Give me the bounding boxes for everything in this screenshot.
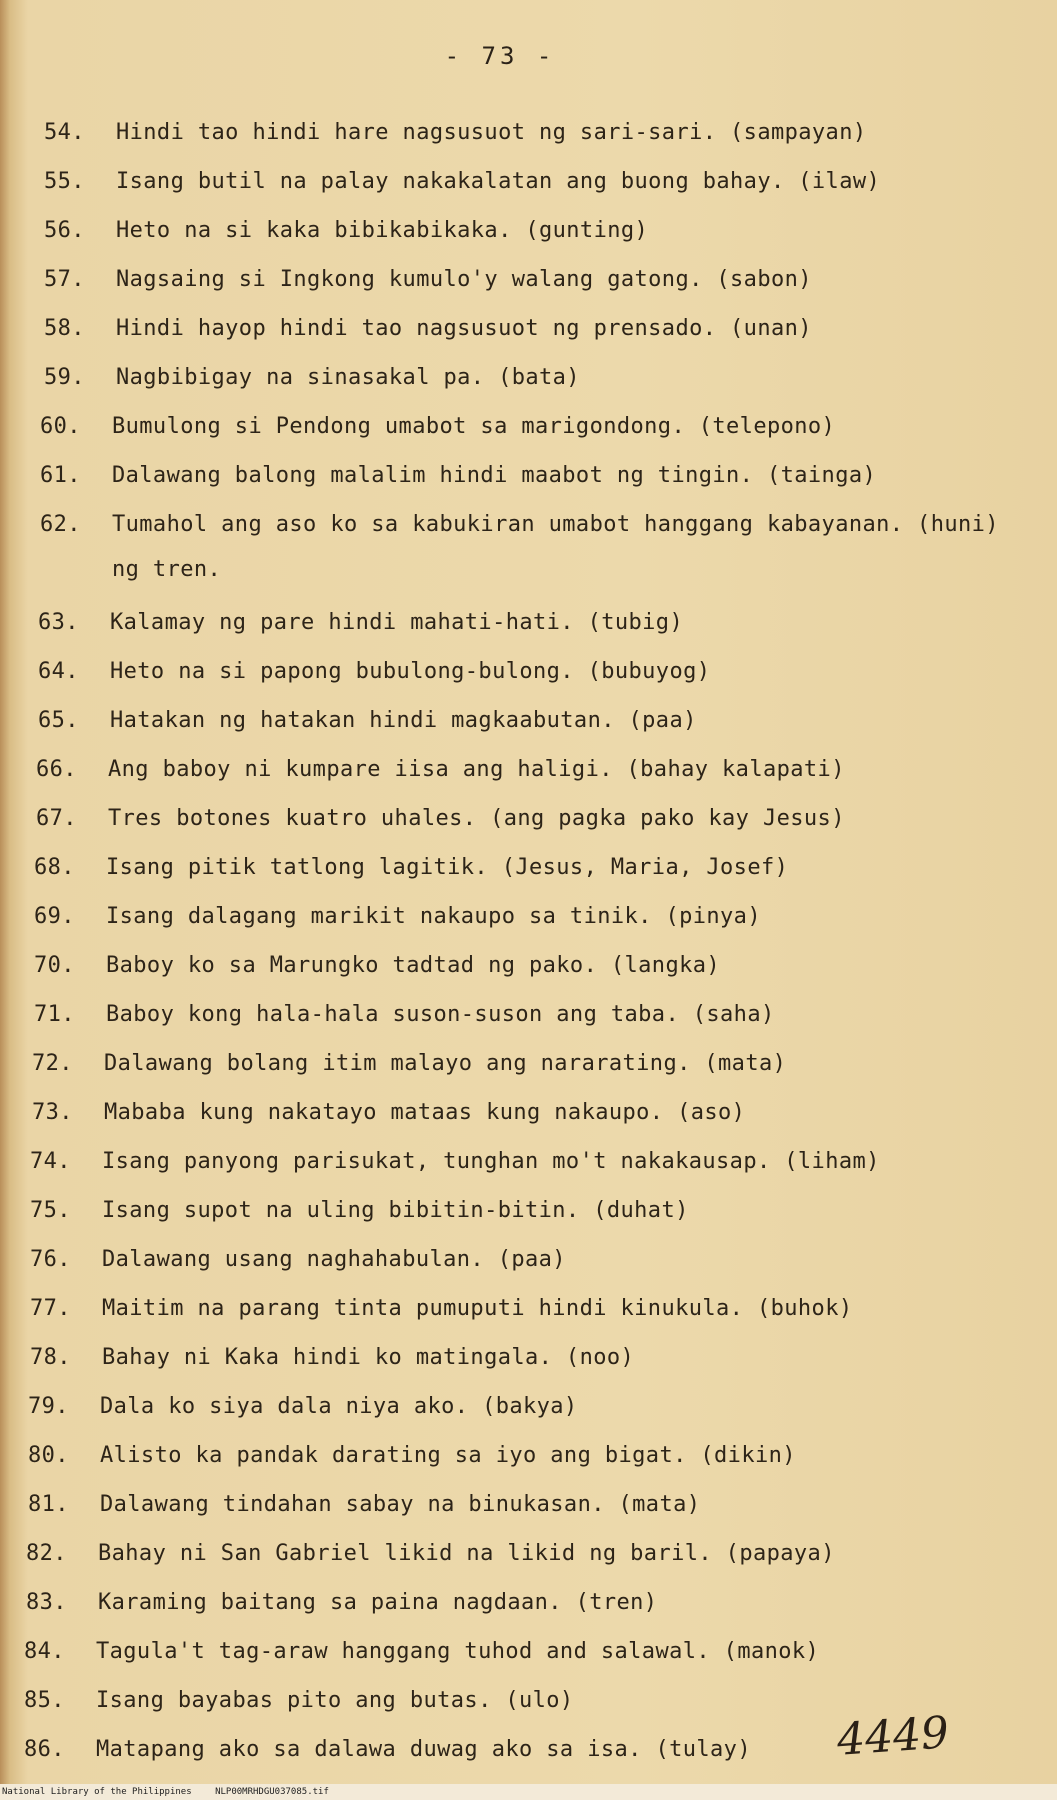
riddle-number: 68. — [34, 855, 75, 880]
handwritten-document-number: 4449 — [835, 1707, 951, 1766]
riddle-text: Hindi hayop hindi tao nagsusuot ng prensado. (unan) — [116, 316, 812, 341]
riddle-number: 65. — [38, 708, 79, 733]
riddle-text: Isang dalagang marikit nakaupo sa tinik. (pinya) — [106, 904, 761, 929]
riddle-text: Baboy ko sa Marungko tadtad ng pako. (langka) — [106, 953, 721, 978]
riddle-number: 62. — [40, 512, 81, 537]
riddle-text: Isang panyong parisukat, tunghan mo't nakakausap. (liham) — [102, 1149, 880, 1174]
riddle-number: 61. — [40, 463, 81, 488]
riddle-text: Tagula't tag-araw hanggang tuhod and salawal. (manok) — [96, 1639, 820, 1664]
riddle-text: Tumahol ang aso ko sa kabukiran umabot hanggang kabayanan. (huni) — [112, 512, 999, 537]
riddle-text: Dalawang tindahan sabay na binukasan. (mata) — [100, 1492, 701, 1517]
riddle-number: 78. — [30, 1345, 71, 1370]
riddle-number: 72. — [32, 1051, 73, 1076]
riddle-text: Nagsaing si Ingkong kumulo'y walang gatong. (sabon) — [116, 267, 812, 292]
riddle-text: Bahay ni San Gabriel likid na likid ng baril. (papaya) — [98, 1541, 835, 1566]
riddle-continuation: ng tren. — [112, 557, 222, 582]
riddle-text: Baboy kong hala-hala suson-suson ang taba. (saha) — [106, 1002, 775, 1027]
riddle-text: Bahay ni Kaka hindi ko matingala. (noo) — [102, 1345, 635, 1370]
riddle-number: 66. — [36, 757, 77, 782]
riddle-text: Karaming baitang sa paina nagdaan. (tren) — [98, 1590, 658, 1615]
riddle-number: 73. — [32, 1100, 73, 1125]
riddle-text: Alisto ka pandak darating sa iyo ang bigat. (dikin) — [100, 1443, 796, 1468]
riddle-number: 75. — [30, 1198, 71, 1223]
riddle-number: 55. — [44, 169, 85, 194]
riddle-text: Dalawang balong malalim hindi maabot ng tingin. (tainga) — [112, 463, 877, 488]
riddle-text: Heto na si papong bubulong-bulong. (bubuyog) — [110, 659, 711, 684]
scan-footer — [0, 1784, 1057, 1800]
riddle-number: 85. — [24, 1688, 65, 1713]
riddle-number: 63. — [38, 610, 79, 635]
riddle-number: 81. — [28, 1492, 69, 1517]
riddle-number: 69. — [34, 904, 75, 929]
riddle-number: 79. — [28, 1394, 69, 1419]
riddle-number: 54. — [44, 120, 85, 145]
riddle-number: 64. — [38, 659, 79, 684]
riddle-number: 82. — [26, 1541, 67, 1566]
riddle-text: Isang supot na uling bibitin-bitin. (duhat) — [102, 1198, 689, 1223]
riddle-text: Matapang ako sa dalawa duwag ako sa isa. (tulay) — [96, 1737, 751, 1762]
riddle-number: 57. — [44, 267, 85, 292]
riddle-text: Dalawang bolang itim malayo ang nararating. (mata) — [104, 1051, 787, 1076]
riddle-text: Tres botones kuatro uhales. (ang pagka pako kay Jesus) — [108, 806, 845, 831]
riddle-text: Hindi tao hindi hare nagsusuot ng sari-sari. (sampayan) — [116, 120, 867, 145]
riddle-number: 84. — [24, 1639, 65, 1664]
footer-file: NLP00MRHDGU037085.tif — [215, 1787, 329, 1797]
riddle-number: 56. — [44, 218, 85, 243]
riddle-number: 70. — [34, 953, 75, 978]
riddle-text: Heto na si kaka bibikabikaka. (gunting) — [116, 218, 649, 243]
riddle-number: 83. — [26, 1590, 67, 1615]
riddle-number: 86. — [24, 1737, 65, 1762]
riddle-number: 77. — [30, 1296, 71, 1321]
riddle-text: Isang pitik tatlong lagitik. (Jesus, Maria, Josef) — [106, 855, 789, 880]
riddle-number: 74. — [30, 1149, 71, 1174]
riddle-text: Dalawang usang naghahabulan. (paa) — [102, 1247, 566, 1272]
riddle-text: Mababa kung nakatayo mataas kung nakaupo. (aso) — [104, 1100, 746, 1125]
riddle-text: Kalamay ng pare hindi mahati-hati. (tubig) — [110, 610, 684, 635]
riddle-text: Dala ko siya dala niya ako. (bakya) — [100, 1394, 578, 1419]
riddle-number: 80. — [28, 1443, 69, 1468]
page-number: - 73 - — [444, 42, 556, 70]
riddle-number: 58. — [44, 316, 85, 341]
riddle-text: Hatakan ng hatakan hindi magkaabutan. (paa) — [110, 708, 697, 733]
riddle-number: 76. — [30, 1247, 71, 1272]
riddle-text: Maitim na parang tinta pumuputi hindi kinukula. (buhok) — [102, 1296, 853, 1321]
riddle-text: Ang baboy ni kumpare iisa ang haligi. (bahay kalapati) — [108, 757, 845, 782]
riddle-text: Nagbibigay na sinasakal pa. (bata) — [116, 365, 580, 390]
riddle-number: 71. — [34, 1002, 75, 1027]
footer-library: National Library of the Philippines — [2, 1787, 192, 1797]
riddle-number: 60. — [40, 414, 81, 439]
riddle-text: Isang butil na palay nakakalatan ang buong bahay. (ilaw) — [116, 169, 881, 194]
riddle-text: Bumulong si Pendong umabot sa marigondong. (telepono) — [112, 414, 836, 439]
riddle-number: 67. — [36, 806, 77, 831]
riddle-text: Isang bayabas pito ang butas. (ulo) — [96, 1688, 574, 1713]
riddle-number: 59. — [44, 365, 85, 390]
